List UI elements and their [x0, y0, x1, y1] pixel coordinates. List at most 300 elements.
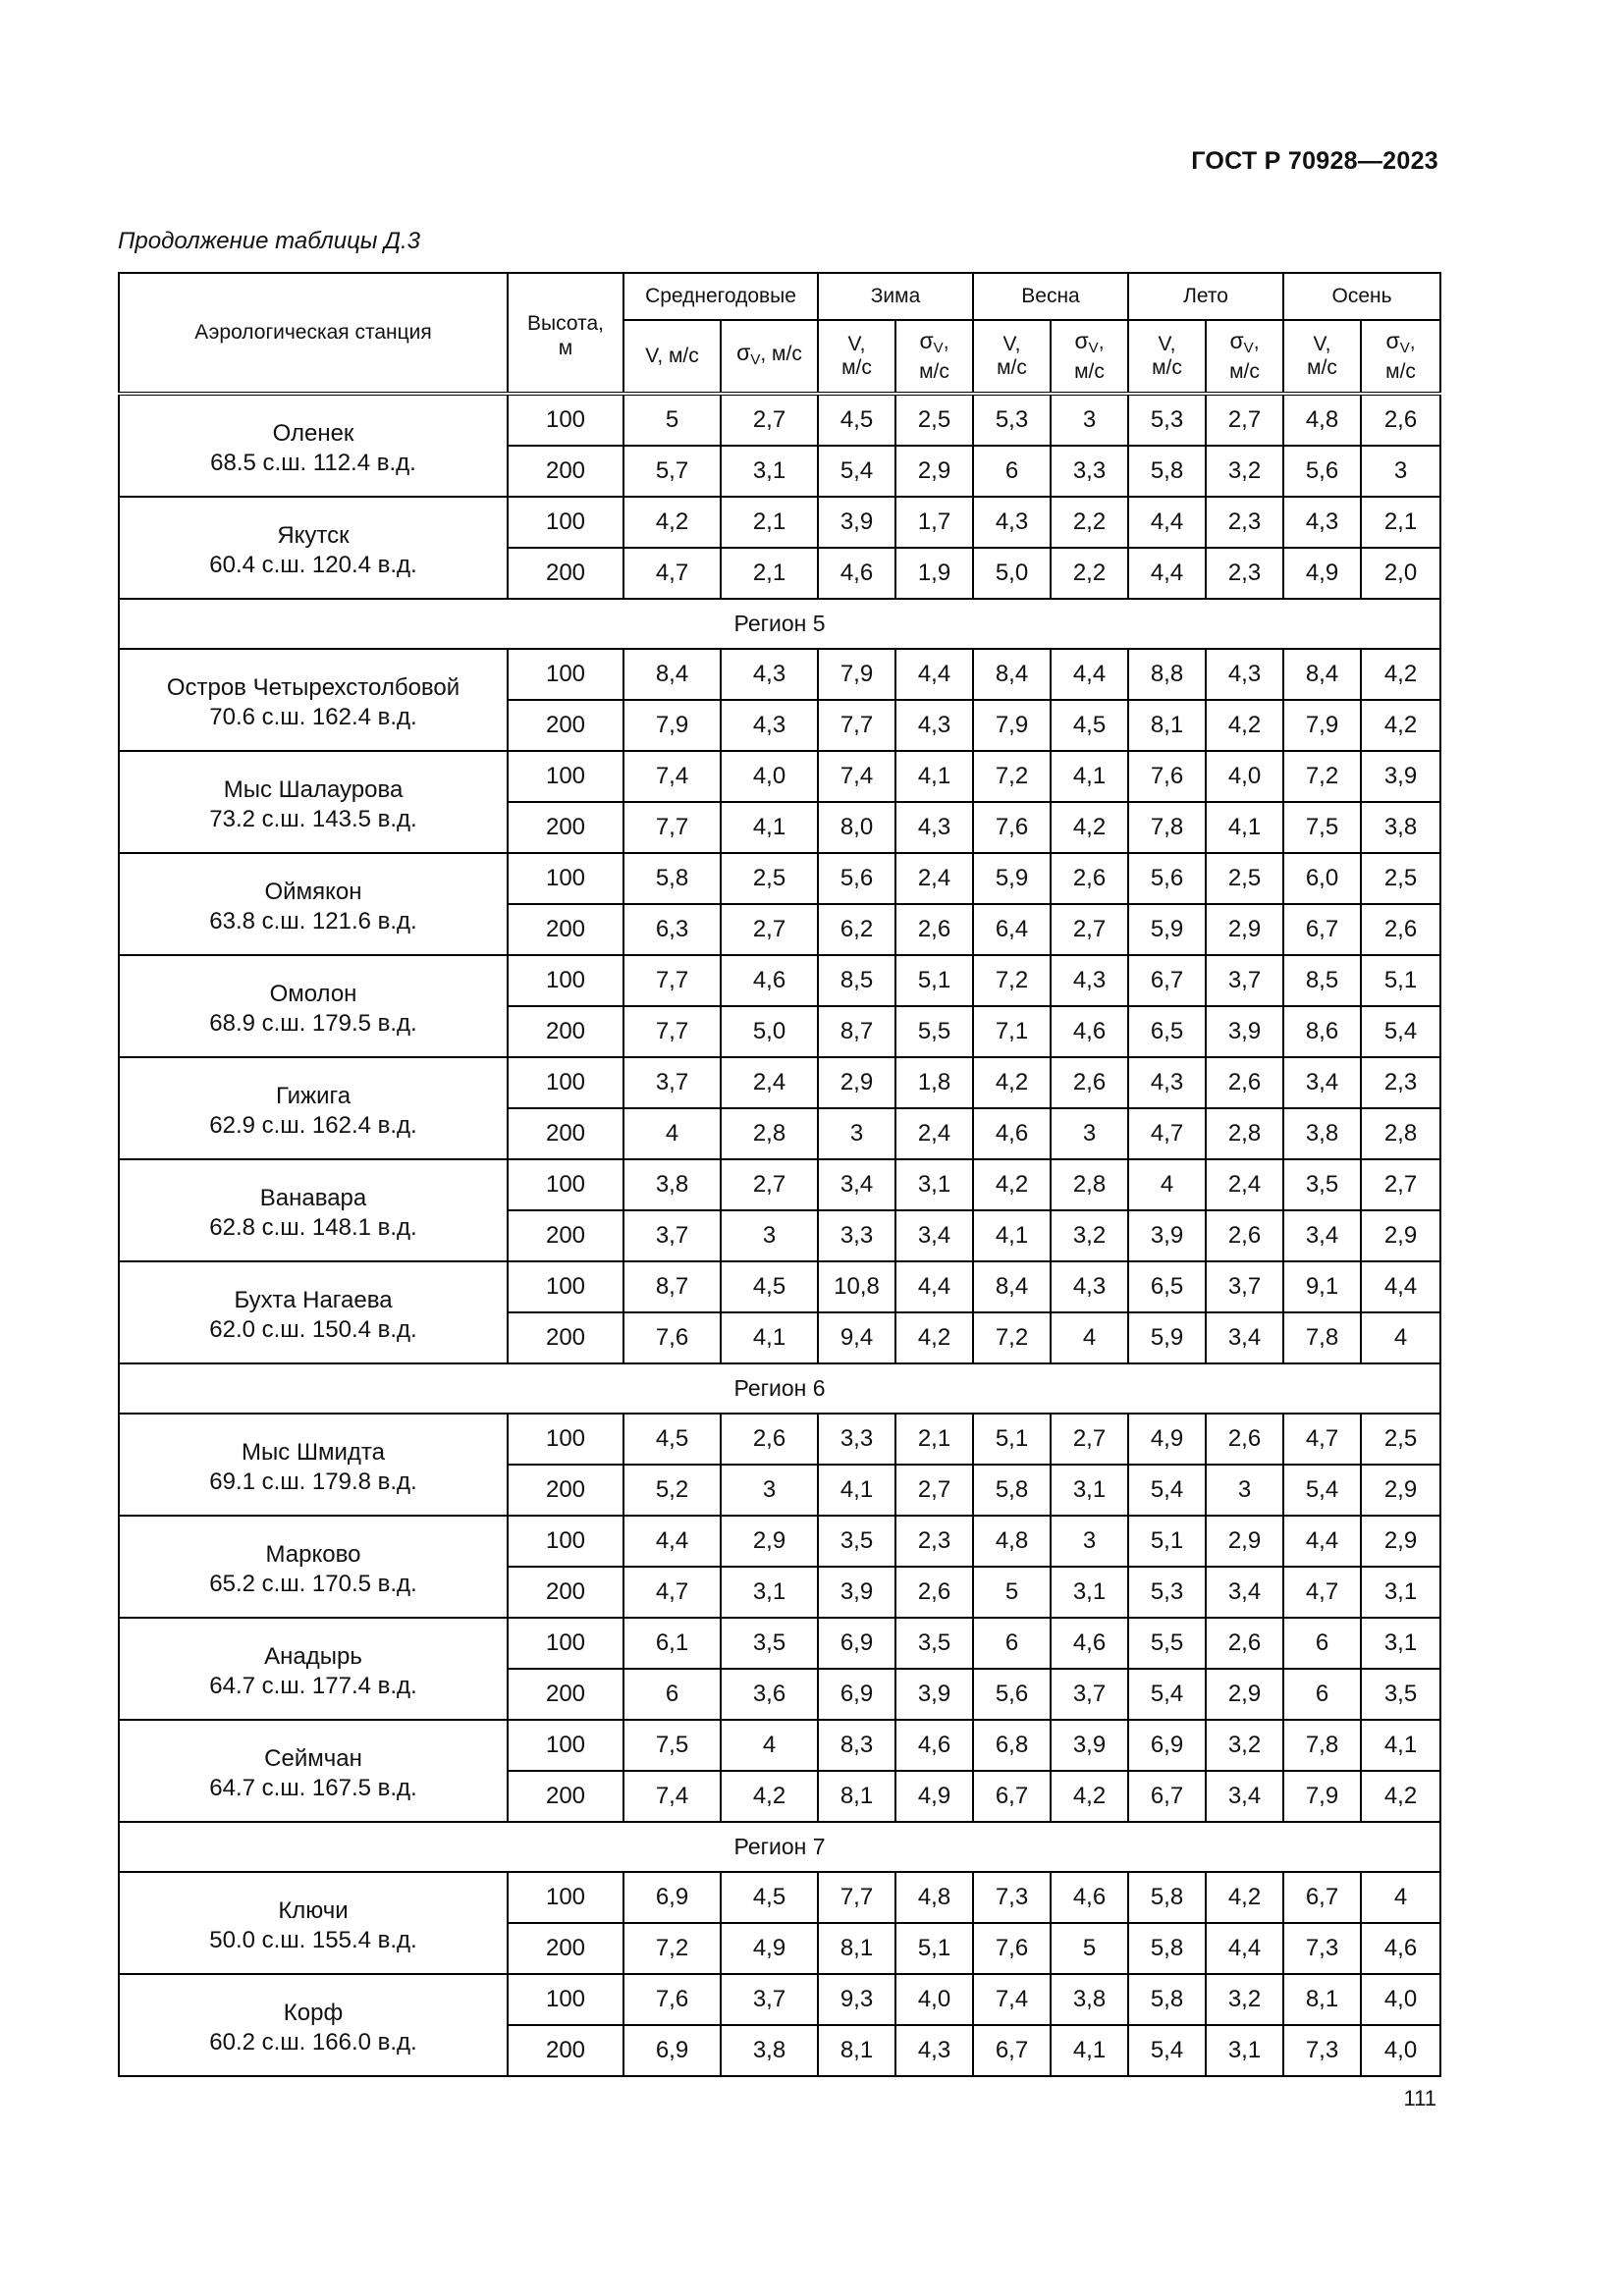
value-cell: 2,7 — [1206, 394, 1283, 446]
header-v-winter: V, м/с — [818, 320, 895, 394]
value-cell: 7,6 — [1128, 751, 1206, 802]
value-cell: 3,8 — [721, 2025, 818, 2076]
station-cell — [119, 649, 508, 751]
value-cell: 2,5 — [721, 853, 818, 904]
height-cell: 200 — [508, 548, 623, 599]
table-body — [119, 394, 1440, 2076]
value-cell: 2,7 — [721, 394, 818, 446]
value-cell: 7,5 — [623, 1720, 721, 1771]
value-cell: 2,9 — [1206, 1516, 1283, 1567]
value-cell: 3,7 — [1206, 955, 1283, 1006]
station-name: Якутск — [277, 522, 350, 549]
table-row — [119, 1720, 1440, 1771]
value-cell: 6 — [1283, 1669, 1361, 1720]
station-cell — [119, 1414, 508, 1516]
value-cell: 2,7 — [721, 1159, 818, 1210]
value-cell: 6,7 — [1283, 904, 1361, 955]
table-row — [119, 1516, 1440, 1567]
station-coordinates: 60.2 с.ш. 166.0 в.д. — [209, 2029, 417, 2056]
value-cell: 3,1 — [1206, 2025, 1283, 2076]
value-cell: 2,9 — [1361, 1465, 1440, 1516]
height-cell: 100 — [508, 649, 623, 700]
header-sigma-winter: $\sigma_V$, м/с — [895, 320, 973, 394]
value-cell: 4,4 — [1361, 1261, 1440, 1312]
value-cell: 4,3 — [895, 2025, 973, 2076]
table-row — [119, 497, 1440, 548]
value-cell: 2,0 — [1361, 548, 1440, 599]
value-cell: 2,5 — [1361, 853, 1440, 904]
value-cell: 3,7 — [623, 1057, 721, 1108]
station-coordinates: 68.9 с.ш. 179.5 в.д. — [209, 1010, 417, 1037]
value-cell: 7,6 — [973, 1923, 1051, 1974]
value-cell: 3,3 — [818, 1210, 895, 1261]
value-cell: 8,1 — [1283, 1974, 1361, 2025]
table-row — [119, 1414, 1440, 1465]
value-cell: 3,5 — [895, 1618, 973, 1669]
value-cell: 5,3 — [1128, 394, 1206, 446]
value-cell: 2,9 — [1361, 1516, 1440, 1567]
station-coordinates: 50.0 с.ш. 155.4 в.д. — [209, 1927, 417, 1953]
station-name: Корф — [283, 2000, 344, 2026]
value-cell: 8,0 — [818, 802, 895, 853]
station-coordinates: 64.7 с.ш. 177.4 в.д. — [209, 1673, 417, 1699]
value-cell: 3,9 — [818, 497, 895, 548]
value-cell: 3,1 — [1051, 1465, 1128, 1516]
value-cell: 2,9 — [1206, 1669, 1283, 1720]
value-cell: 2,7 — [1361, 1159, 1440, 1210]
value-cell: 4,1 — [1206, 802, 1283, 853]
value-cell: 3,5 — [818, 1516, 895, 1567]
value-cell: 6,9 — [623, 1872, 721, 1923]
value-cell: 3 — [1051, 1516, 1128, 1567]
value-cell: 4,2 — [721, 1771, 818, 1822]
value-cell: 2,1 — [895, 1414, 973, 1465]
header-group-winter: Зима — [818, 273, 973, 320]
value-cell: 4,6 — [1361, 1923, 1440, 1974]
header-sigma-spring: $\sigma_V$, м/с — [1051, 320, 1128, 394]
value-cell: 7,2 — [1283, 751, 1361, 802]
station-coordinates: 68.5 с.ш. 112.4 в.д. — [210, 450, 416, 476]
value-cell: 6,7 — [1128, 1771, 1206, 1822]
height-cell: 200 — [508, 1567, 623, 1618]
value-cell: 2,7 — [895, 1465, 973, 1516]
station-coordinates: 62.0 с.ш. 150.4 в.д. — [209, 1316, 417, 1343]
value-cell: 5 — [1051, 1923, 1128, 1974]
value-cell: 7,2 — [973, 1312, 1051, 1363]
height-cell: 100 — [508, 1974, 623, 2025]
value-cell: 7,9 — [818, 649, 895, 700]
value-cell: 3 — [1051, 394, 1128, 446]
value-cell: 5,8 — [1128, 1872, 1206, 1923]
value-cell: 5,4 — [1283, 1465, 1361, 1516]
value-cell: 7,7 — [818, 700, 895, 751]
value-cell: 8,1 — [818, 1923, 895, 1974]
value-cell: 4,9 — [721, 1923, 818, 1974]
station-coordinates: 62.9 с.ш. 162.4 в.д. — [209, 1112, 417, 1139]
value-cell: 4,2 — [1361, 1771, 1440, 1822]
station-cell — [119, 853, 508, 955]
value-cell: 2,5 — [1361, 1414, 1440, 1465]
station-cell — [119, 1516, 508, 1618]
value-cell: 4,3 — [1051, 955, 1128, 1006]
header-height — [508, 273, 623, 394]
value-cell: 2,2 — [1051, 548, 1128, 599]
value-cell: 3,7 — [1051, 1669, 1128, 1720]
value-cell: 3,8 — [1283, 1108, 1361, 1159]
station-name: Омолон — [269, 981, 357, 1007]
value-cell: 3,4 — [1206, 1567, 1283, 1618]
value-cell: 2,2 — [1051, 497, 1128, 548]
value-cell: 9,1 — [1283, 1261, 1361, 1312]
value-cell: 6,7 — [973, 1771, 1051, 1822]
value-cell: 8,3 — [818, 1720, 895, 1771]
value-cell: 9,4 — [818, 1312, 895, 1363]
value-cell: 4,8 — [895, 1872, 973, 1923]
value-cell: 2,7 — [1051, 1414, 1128, 1465]
value-cell: 4,3 — [973, 497, 1051, 548]
value-cell: 7,9 — [973, 700, 1051, 751]
value-cell: 5,6 — [973, 1669, 1051, 1720]
value-cell: 4,5 — [623, 1414, 721, 1465]
value-cell: 4,5 — [721, 1261, 818, 1312]
height-cell: 200 — [508, 700, 623, 751]
height-cell: 100 — [508, 1414, 623, 1465]
value-cell: 3,7 — [1206, 1261, 1283, 1312]
value-cell: 7,9 — [1283, 1771, 1361, 1822]
region-row — [119, 599, 1440, 649]
value-cell: 4,0 — [1361, 2025, 1440, 2076]
value-cell: 5,8 — [973, 1465, 1051, 1516]
value-cell: 3,1 — [721, 1567, 818, 1618]
value-cell: 1,7 — [895, 497, 973, 548]
value-cell: 4,3 — [1128, 1057, 1206, 1108]
value-cell: 3 — [1361, 446, 1440, 497]
height-cell: 200 — [508, 1210, 623, 1261]
value-cell: 4,4 — [1128, 497, 1206, 548]
value-cell: 2,8 — [721, 1108, 818, 1159]
value-cell: 6,2 — [818, 904, 895, 955]
value-cell: 2,7 — [721, 904, 818, 955]
value-cell: 8,1 — [1128, 700, 1206, 751]
value-cell: 2,6 — [1051, 1057, 1128, 1108]
value-cell: 2,5 — [1206, 853, 1283, 904]
station-cell — [119, 751, 508, 853]
value-cell: 6,4 — [973, 904, 1051, 955]
value-cell: 6,9 — [1128, 1720, 1206, 1771]
value-cell: 5,4 — [1128, 1465, 1206, 1516]
value-cell: 2,3 — [1361, 1057, 1440, 1108]
value-cell: 4,2 — [1361, 649, 1440, 700]
value-cell: 7,2 — [973, 751, 1051, 802]
value-cell: 4,6 — [721, 955, 818, 1006]
value-cell: 6,5 — [1128, 1261, 1206, 1312]
value-cell: 7,8 — [1283, 1312, 1361, 1363]
value-cell: 4,9 — [895, 1771, 973, 1822]
station-name: Сеймчан — [264, 1745, 362, 1772]
station-coordinates: 60.4 с.ш. 120.4 в.д. — [209, 552, 417, 578]
value-cell: 3,9 — [1128, 1210, 1206, 1261]
value-cell: 6 — [973, 446, 1051, 497]
value-cell: 4,6 — [818, 548, 895, 599]
value-cell: 2,9 — [818, 1057, 895, 1108]
table-row — [119, 751, 1440, 802]
height-cell: 100 — [508, 751, 623, 802]
value-cell: 3,2 — [1206, 1974, 1283, 2025]
value-cell: 7,9 — [1283, 700, 1361, 751]
height-cell: 200 — [508, 904, 623, 955]
value-cell: 5,4 — [1128, 2025, 1206, 2076]
value-cell: 8,4 — [973, 649, 1051, 700]
value-cell: 4,7 — [623, 548, 721, 599]
station-coordinates: 69.1 с.ш. 179.8 в.д. — [209, 1468, 417, 1495]
value-cell: 6,8 — [973, 1720, 1051, 1771]
value-cell: 4,4 — [1206, 1923, 1283, 1974]
value-cell: 4,2 — [1051, 802, 1128, 853]
value-cell: 7,6 — [623, 1312, 721, 1363]
value-cell: 7,4 — [818, 751, 895, 802]
wind-statistics-table — [118, 272, 1441, 2077]
value-cell: 4,1 — [973, 1210, 1051, 1261]
value-cell: 7,3 — [1283, 2025, 1361, 2076]
value-cell: 5,6 — [1283, 446, 1361, 497]
value-cell: 7,4 — [623, 1771, 721, 1822]
value-cell: 8,1 — [818, 1771, 895, 1822]
station-coordinates: 73.2 с.ш. 143.5 в.д. — [209, 806, 417, 832]
value-cell: 2,3 — [895, 1516, 973, 1567]
station-name: Мыс Шмидта — [242, 1439, 385, 1466]
value-cell: 4 — [1361, 1872, 1440, 1923]
value-cell: 4,3 — [895, 700, 973, 751]
height-cell: 200 — [508, 1465, 623, 1516]
height-cell: 100 — [508, 1057, 623, 1108]
region-label: Регион 6 — [119, 1363, 1440, 1414]
value-cell: 4,9 — [1128, 1414, 1206, 1465]
value-cell: 6,3 — [623, 904, 721, 955]
value-cell: 3,7 — [623, 1210, 721, 1261]
value-cell: 2,6 — [1206, 1210, 1283, 1261]
value-cell: 4,4 — [623, 1516, 721, 1567]
value-cell: 4 — [1051, 1312, 1128, 1363]
value-cell: 4,9 — [1283, 548, 1361, 599]
value-cell: 8,7 — [623, 1261, 721, 1312]
value-cell: 4,2 — [973, 1159, 1051, 1210]
value-cell: 5,0 — [721, 1006, 818, 1057]
value-cell: 4 — [1361, 1312, 1440, 1363]
height-cell: 100 — [508, 1261, 623, 1312]
value-cell: 2,6 — [1206, 1414, 1283, 1465]
value-cell: 3,9 — [895, 1669, 973, 1720]
value-cell: 3 — [721, 1465, 818, 1516]
value-cell: 2,9 — [721, 1516, 818, 1567]
value-cell: 3 — [721, 1210, 818, 1261]
value-cell: 5,3 — [1128, 1567, 1206, 1618]
value-cell: 8,8 — [1128, 649, 1206, 700]
value-cell: 8,4 — [1283, 649, 1361, 700]
value-cell: 5,9 — [973, 853, 1051, 904]
value-cell: 4 — [623, 1108, 721, 1159]
station-coordinates: 65.2 с.ш. 170.5 в.д. — [209, 1571, 417, 1597]
table-row — [119, 1872, 1440, 1923]
height-cell: 200 — [508, 446, 623, 497]
value-cell: 3,2 — [1206, 446, 1283, 497]
station-name: Оймякон — [264, 879, 362, 905]
value-cell: 6,7 — [973, 2025, 1051, 2076]
table-row — [119, 955, 1440, 1006]
value-cell: 4,0 — [895, 1974, 973, 2025]
value-cell: 4,4 — [1283, 1516, 1361, 1567]
height-cell: 100 — [508, 394, 623, 446]
value-cell: 2,6 — [895, 904, 973, 955]
value-cell: 4,3 — [721, 700, 818, 751]
value-cell: 4,0 — [721, 751, 818, 802]
value-cell: 5,4 — [818, 446, 895, 497]
value-cell: 4 — [1128, 1159, 1206, 1210]
value-cell: 2,8 — [1361, 1108, 1440, 1159]
value-cell: 2,6 — [895, 1567, 973, 1618]
value-cell: 3,8 — [1051, 1974, 1128, 2025]
station-name: Ключи — [278, 1897, 349, 1924]
value-cell: 4,6 — [1051, 1006, 1128, 1057]
value-cell: 7,8 — [1128, 802, 1206, 853]
value-cell: 4,6 — [1051, 1872, 1128, 1923]
value-cell: 8,1 — [818, 2025, 895, 2076]
value-cell: 3,9 — [1206, 1006, 1283, 1057]
value-cell: 7,7 — [623, 802, 721, 853]
station-name: Гижига — [275, 1083, 352, 1109]
station-cell — [119, 394, 508, 497]
value-cell: 6,9 — [623, 2025, 721, 2076]
value-cell: 3,4 — [1206, 1312, 1283, 1363]
value-cell: 7,7 — [623, 955, 721, 1006]
station-cell — [119, 1057, 508, 1159]
value-cell: 4,1 — [721, 1312, 818, 1363]
value-cell: 5,1 — [973, 1414, 1051, 1465]
header-row-groups — [119, 273, 1440, 320]
height-cell: 100 — [508, 1720, 623, 1771]
station-cell — [119, 497, 508, 599]
height-cell: 100 — [508, 1872, 623, 1923]
value-cell: 2,1 — [721, 548, 818, 599]
value-cell: 4,6 — [1051, 1618, 1128, 1669]
station-cell — [119, 1159, 508, 1261]
region-row — [119, 1822, 1440, 1872]
value-cell: 4,8 — [973, 1516, 1051, 1567]
value-cell: 2,7 — [1051, 904, 1128, 955]
value-cell: 5 — [623, 394, 721, 446]
value-cell: 3,8 — [623, 1159, 721, 1210]
height-cell: 100 — [508, 1516, 623, 1567]
value-cell: 5,8 — [1128, 1974, 1206, 2025]
value-cell: 7,3 — [973, 1872, 1051, 1923]
value-cell: 8,5 — [1283, 955, 1361, 1006]
header-group-spring: Весна — [973, 273, 1128, 320]
value-cell: 3,2 — [1051, 1210, 1128, 1261]
value-cell: 4,1 — [721, 802, 818, 853]
value-cell: 2,9 — [895, 446, 973, 497]
value-cell: 3,9 — [818, 1567, 895, 1618]
value-cell: 3,9 — [1361, 751, 1440, 802]
value-cell: 6 — [1283, 1618, 1361, 1669]
value-cell: 3 — [1051, 1108, 1128, 1159]
station-name: Оленек — [272, 420, 354, 447]
station-name: Анадырь — [264, 1643, 362, 1670]
value-cell: 3,4 — [1283, 1057, 1361, 1108]
value-cell: 4,6 — [973, 1108, 1051, 1159]
value-cell: 4,1 — [895, 751, 973, 802]
value-cell: 3,3 — [818, 1414, 895, 1465]
value-cell: 4,3 — [721, 649, 818, 700]
header-sigma-annual: $\sigma_V$, м/с — [721, 320, 818, 394]
value-cell: 4,2 — [895, 1312, 973, 1363]
value-cell: 5,1 — [1128, 1516, 1206, 1567]
station-name: Мыс Шалаурова — [223, 776, 404, 803]
value-cell: 6,7 — [1283, 1872, 1361, 1923]
station-coordinates: 62.8 с.ш. 148.1 в.д. — [209, 1214, 417, 1241]
station-name: Ванавара — [259, 1185, 367, 1211]
value-cell: 3,1 — [1051, 1567, 1128, 1618]
value-cell: 8,4 — [973, 1261, 1051, 1312]
value-cell: 5,1 — [895, 955, 973, 1006]
value-cell: 5,5 — [895, 1006, 973, 1057]
value-cell: 6,0 — [1283, 853, 1361, 904]
value-cell: 2,9 — [1361, 1210, 1440, 1261]
value-cell: 2,3 — [1206, 548, 1283, 599]
value-cell: 4,0 — [1361, 1974, 1440, 2025]
value-cell: 4,6 — [895, 1720, 973, 1771]
value-cell: 6,9 — [818, 1618, 895, 1669]
height-cell: 200 — [508, 1312, 623, 1363]
height-cell: 100 — [508, 853, 623, 904]
value-cell: 4,3 — [1051, 1261, 1128, 1312]
value-cell: 8,5 — [818, 955, 895, 1006]
value-cell: 4,2 — [623, 497, 721, 548]
height-cell: 200 — [508, 1771, 623, 1822]
value-cell: 4,2 — [1051, 1771, 1128, 1822]
value-cell: 7,2 — [973, 955, 1051, 1006]
value-cell: 5,4 — [1361, 1006, 1440, 1057]
value-cell: 7,7 — [623, 1006, 721, 1057]
header-group-summer: Лето — [1128, 273, 1283, 320]
value-cell: 6,7 — [1128, 955, 1206, 1006]
value-cell: 8,7 — [818, 1006, 895, 1057]
value-cell: 6,1 — [623, 1618, 721, 1669]
value-cell: 7,3 — [1283, 1923, 1361, 1974]
value-cell: 5,2 — [623, 1465, 721, 1516]
value-cell: 3 — [1206, 1465, 1283, 1516]
height-cell: 100 — [508, 1618, 623, 1669]
value-cell: 8,6 — [1283, 1006, 1361, 1057]
value-cell: 5,3 — [973, 394, 1051, 446]
station-cell — [119, 1720, 508, 1822]
value-cell: 4,7 — [1128, 1108, 1206, 1159]
value-cell: 3,2 — [1206, 1720, 1283, 1771]
value-cell: 2,4 — [1206, 1159, 1283, 1210]
station-cell — [119, 1974, 508, 2076]
value-cell: 5,0 — [973, 548, 1051, 599]
value-cell: 5,1 — [1361, 955, 1440, 1006]
value-cell: 3,4 — [1283, 1210, 1361, 1261]
value-cell: 3,4 — [818, 1159, 895, 1210]
value-cell: 2,6 — [1361, 394, 1440, 446]
station-cell — [119, 1872, 508, 1974]
page-number: 111 — [1403, 2086, 1436, 2110]
value-cell: 4,1 — [1361, 1720, 1440, 1771]
value-cell: 4,3 — [1283, 497, 1361, 548]
value-cell: 5,5 — [1128, 1618, 1206, 1669]
height-cell: 100 — [508, 497, 623, 548]
table-row — [119, 649, 1440, 700]
header-height-label: Высота, — [527, 312, 604, 335]
